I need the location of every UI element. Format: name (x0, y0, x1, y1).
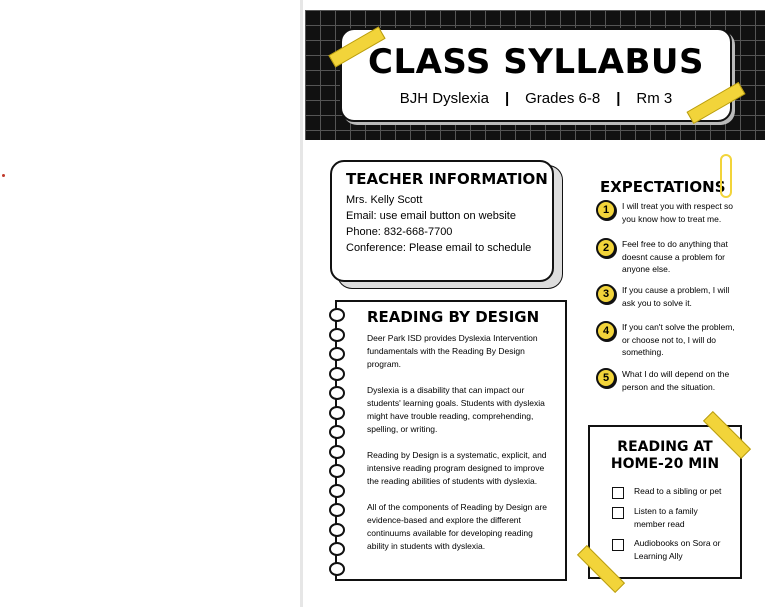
checklist-item: Listen to a family member read (612, 505, 722, 531)
expectation-item: 3 If you cause a problem, I will ask you to solve it. (596, 284, 736, 309)
expectation-item: 5 What I do will depend on the person and the situation. (596, 368, 736, 393)
room: Rm 3 (636, 90, 673, 107)
spiral-ring (329, 386, 345, 400)
rbd-paragraph: Dyslexia is a disability that can impact our students' learning goals. Students with dyslexia might have trouble reading, comprehending, spelling, or writing. (367, 385, 545, 434)
rbd-paragraph: Deer Park ISD provides Dyslexia Intervention fundamentals with the Reading By Design program. (367, 333, 538, 369)
teacher-info-card (330, 160, 554, 282)
reading-by-design-notebook (335, 300, 567, 581)
spiral-ring (329, 308, 345, 322)
teacher-conference: Conference: Please email to schedule (346, 242, 532, 254)
home-heading: READING AT HOME-20 MIN (610, 439, 720, 472)
spiral-ring (329, 542, 345, 556)
spiral-ring (329, 484, 345, 498)
spiral-ring (329, 347, 345, 361)
paperclip-icon (720, 154, 732, 198)
checklist-item: Audiobooks on Sora or Learning Ally (612, 537, 722, 563)
spiral-ring (329, 406, 345, 420)
teacher-name: Mrs. Kelly Scott (346, 194, 423, 206)
rbd-paragraph: All of the components of Reading by Design are evidence-based and explore the different continuums available for developing reading ability in students with dyslexia. (367, 502, 548, 551)
separator: | (616, 90, 621, 107)
spiral-ring (329, 523, 345, 537)
checkbox[interactable] (612, 487, 624, 499)
expectations-section (596, 178, 746, 408)
subtitle (342, 90, 730, 107)
teacher-email: Email: use email button on website (346, 210, 516, 222)
grades: Grades 6-8 (525, 90, 601, 107)
expectation-item: 2 Feel free to do anything that doesnt cause a problem for anyone else. (596, 238, 736, 276)
page-title: CLASS SYLLABUS (368, 42, 704, 82)
teacher-phone: Phone: 832-668-7700 (346, 226, 453, 238)
red-dot (2, 174, 5, 177)
checklist-item: Read to a sibling or pet (612, 485, 722, 499)
reading-at-home-card (588, 425, 742, 579)
checkbox[interactable] (612, 507, 624, 519)
title-box (340, 28, 732, 122)
spiral-ring (329, 445, 345, 459)
spiral-ring (329, 503, 345, 517)
checkbox[interactable] (612, 539, 624, 551)
spiral-ring (329, 328, 345, 342)
program: BJH Dyslexia (399, 90, 489, 107)
spiral-ring (329, 562, 345, 576)
separator: | (504, 90, 510, 107)
spiral-ring (329, 367, 345, 381)
spiral-ring (329, 425, 345, 439)
rbd-paragraph: Reading by Design is a systematic, explicit, and intensive reading program designed to improve the reading abilities of students with dyslexia. (367, 450, 547, 486)
spiral-ring (329, 464, 345, 478)
expectation-item: 4 If you can't solve the problem, or choose not to, I will do something. (596, 321, 736, 359)
rbd-heading: READING BY DESIGN (367, 308, 540, 326)
expectations-heading: EXPECTATIONS (600, 178, 726, 196)
expectation-item: 1 I will treat you with respect so you know how to treat me. (596, 200, 736, 225)
teacher-heading: TEACHER INFORMATION (346, 170, 548, 188)
